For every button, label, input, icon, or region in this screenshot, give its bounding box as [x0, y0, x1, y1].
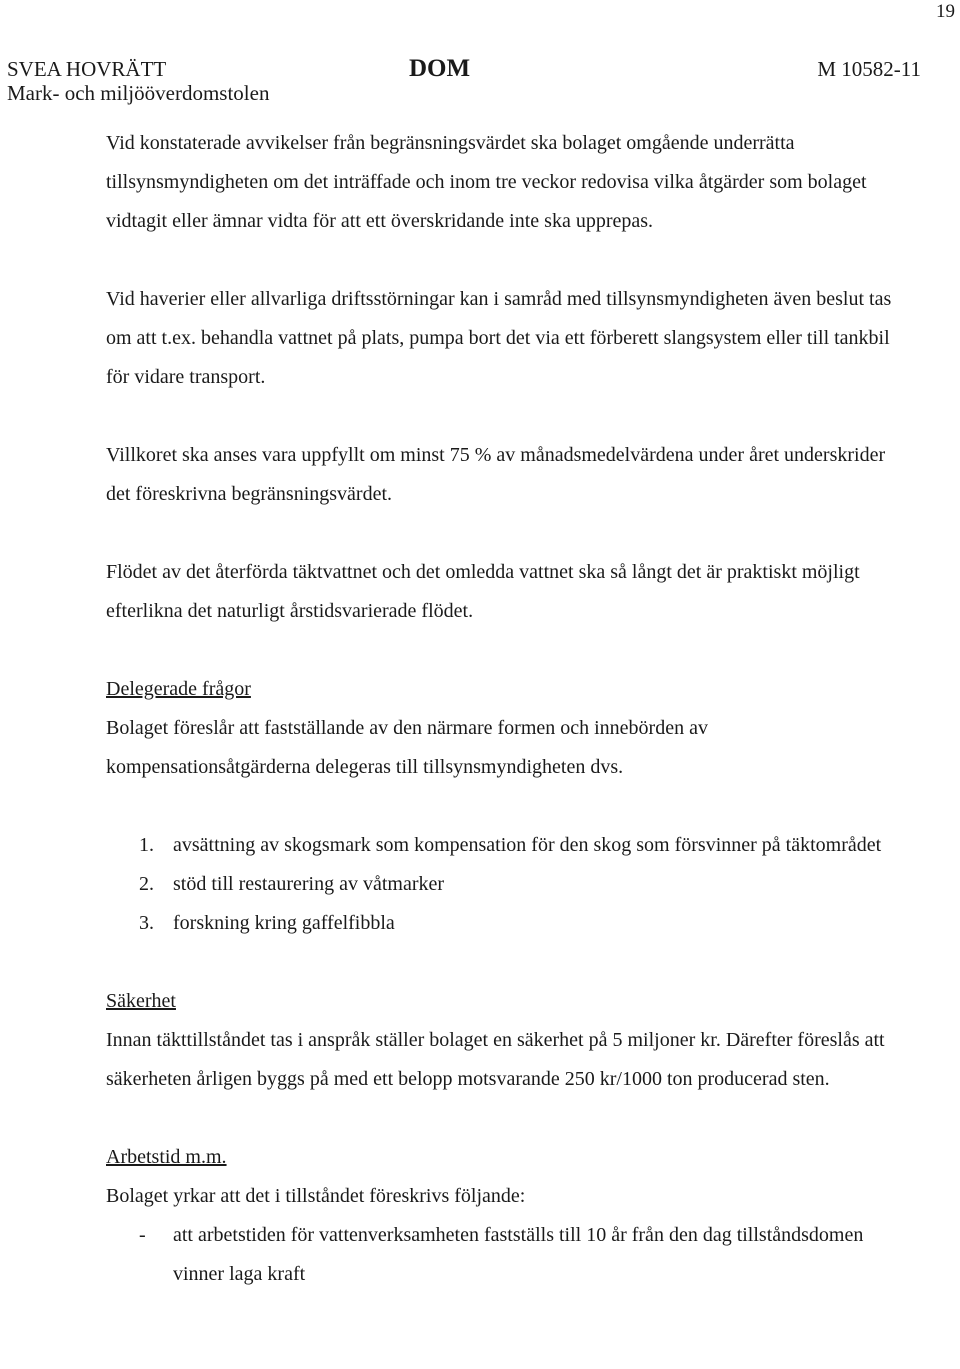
list-item-text: stöd till restaurering av våtmarker: [173, 873, 445, 895]
delegated-list: [106, 826, 906, 943]
list-item-text: forskning kring gaffelfibbla: [173, 912, 395, 934]
document-body: [106, 124, 906, 1294]
paragraph-working-hours-intro: Bolaget yrkar att det i tillståndet föreskrivs följande:: [106, 1185, 526, 1207]
paragraph-deviation-reporting: Vid konstaterade avvikelser från begränsningsvärdet ska bolaget omgående underrätta tillsynsmyndigheten om det inträffade och inom tre veckor redovisa vilka åtgärder som bolaget vidtagit eller ämnar vidta för att ett överskridande inte ska upprepas.: [106, 132, 867, 232]
list-number: 3.: [139, 912, 154, 934]
list-number: 2.: [139, 873, 154, 895]
list-item: [106, 826, 906, 865]
paragraph-condition-fulfilled: Villkoret ska anses vara uppfyllt om minst 75 % av månadsmedelvärdena under året underskrider det föreskrivna begränsningsvärdet.: [106, 444, 886, 505]
paragraph-delegated-intro: Bolaget föreslår att fastställande av den närmare formen och innebörden av kompensationsåtgärderna delegeras till tillsynsmyndigheten dvs.: [106, 717, 708, 778]
paragraph-security: Innan täkttillståndet tas i anspråk ställer bolaget en säkerhet på 5 miljoner kr. Därefter föreslås att säkerheten årligen byggs på med ett belopp motsvarande 250 kr/1000 ton producerad sten.: [106, 1029, 885, 1090]
paragraph-flow: Flödet av det återförda täktvattnet och det omledda vattnet ska så långt det är praktiskt möjligt efterlikna det naturligt årstidsvarierade flödet.: [106, 561, 860, 622]
list-item: [106, 1216, 906, 1294]
list-item-text: att arbetstiden för vattenverksamheten fastställs till 10 år från den dag tillståndsdomen vinner laga kraft: [173, 1224, 864, 1285]
court-name: SVEA HOVRÄTT: [7, 57, 167, 81]
heading-security: Säkerhet: [106, 990, 176, 1012]
heading-delegated-questions: Delegerade frågor: [106, 678, 251, 700]
list-number: 1.: [139, 834, 154, 856]
list-item-text: avsättning av skogsmark som kompensation för den skog som försvinner på täktområdet: [173, 834, 882, 856]
heading-working-hours: Arbetstid m.m.: [106, 1146, 227, 1168]
paragraph-breakdown-handling: Vid haverier eller allvarliga driftsstörningar kan i samråd med tillsynsmyndigheten även beslut tas om att t.ex. behandla vattnet på plats, pumpa bort det via ett förberett slangsystem eller till tankbil för vidare transport.: [106, 288, 892, 388]
list-dash: -: [139, 1224, 146, 1246]
page-number: 19: [936, 1, 955, 22]
case-number: M 10582-11: [817, 57, 921, 81]
list-item: [106, 865, 906, 904]
document-header: [7, 56, 953, 108]
document-type: DOM: [409, 55, 471, 82]
court-division: Mark- och miljööverdomstolen: [7, 81, 270, 105]
list-item: [106, 904, 906, 943]
